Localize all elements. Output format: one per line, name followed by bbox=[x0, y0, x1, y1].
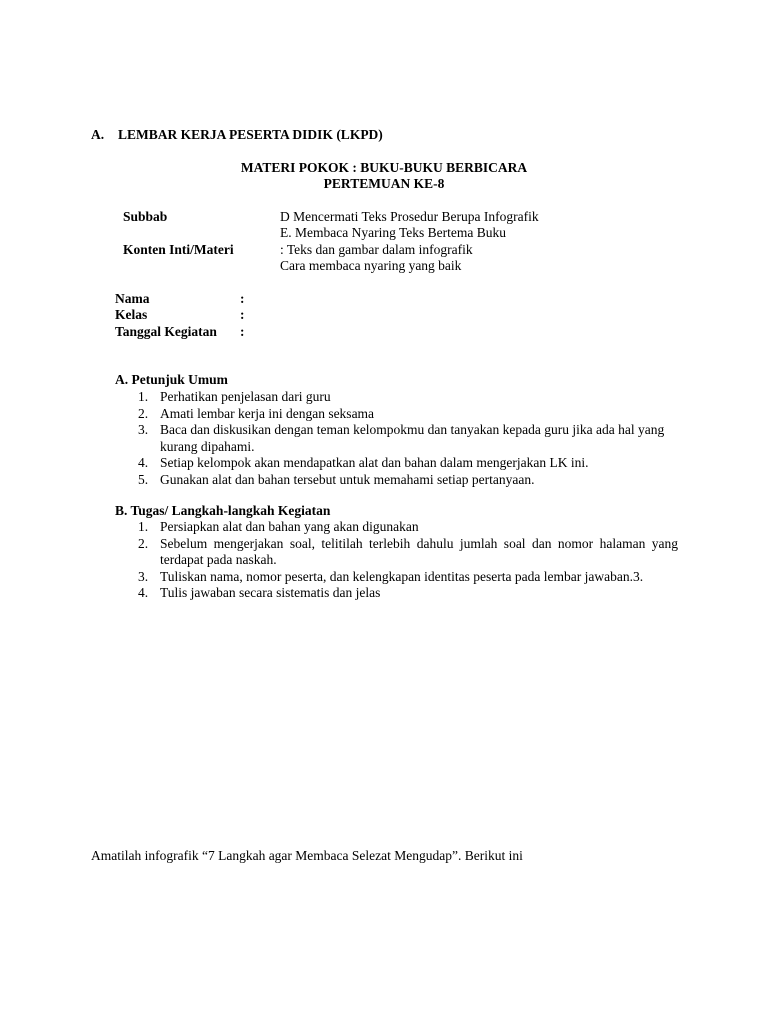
pertemuan-heading: PERTEMUAN KE-8 bbox=[323, 176, 445, 191]
list-text: Persiapkan alat dan bahan yang akan digunakan bbox=[160, 519, 419, 534]
subbab-value-2: E. Membaca Nyaring Teks Bertema Buku bbox=[280, 225, 506, 240]
konten-value-1: : Teks dan gambar dalam infografik bbox=[280, 242, 473, 257]
list-number: 3. bbox=[138, 422, 149, 437]
list-number: 3. bbox=[138, 568, 149, 584]
list-number: 2. bbox=[138, 535, 149, 551]
list-number: 2. bbox=[138, 405, 149, 421]
petunjuk-heading: A. Petunjuk Umum bbox=[115, 372, 228, 387]
list-item bbox=[138, 519, 678, 536]
list-text: Tulis jawaban secara sistematis dan jelas bbox=[160, 585, 381, 600]
list-text: Gunakan alat dan bahan tersebut untuk memahami setiap pertanyaan. bbox=[160, 471, 535, 487]
subbab-label: Subbab bbox=[123, 209, 168, 224]
list-item bbox=[138, 422, 678, 455]
subbab-value-1: D Mencermati Teks Prosedur Berupa Infografik bbox=[280, 209, 539, 224]
list-text: Amati lembar kerja ini dengan seksama bbox=[160, 405, 375, 421]
petunjuk-list bbox=[138, 389, 678, 488]
list-number: 1. bbox=[138, 519, 149, 534]
section-marker: A. bbox=[91, 127, 105, 142]
kelas-colon: : bbox=[240, 307, 245, 322]
list-number: 5. bbox=[138, 471, 149, 487]
list-number: 4. bbox=[138, 585, 149, 600]
list-text: Tuliskan nama, nomor peserta, dan kelengkapan identitas peserta pada lembar jawaban.3. bbox=[160, 568, 644, 584]
kelas-label: Kelas bbox=[115, 307, 148, 322]
list-item bbox=[138, 455, 678, 472]
infografik-instruction: Amatilah infografik “7 Langkah agar Membaca Selezat Mengudap”. Berikut ini bbox=[91, 848, 523, 863]
tugas-list bbox=[138, 519, 678, 602]
list-item bbox=[138, 389, 678, 406]
list-text: Setiap kelompok akan mendapatkan alat dan bahan dalam mengerjakan LK ini. bbox=[160, 455, 589, 470]
list-number: 1. bbox=[138, 389, 149, 404]
materi-pokok-heading: MATERI POKOK : BUKU-BUKU BERBICARA bbox=[240, 160, 528, 175]
tanggal-label: Tanggal Kegiatan bbox=[115, 324, 217, 339]
list-text: Sebelum mengerjakan soal, telitilah terlebih dahulu jumlah soal dan nomor halaman yang terdapat pada naskah. bbox=[160, 535, 678, 567]
tanggal-colon: : bbox=[240, 324, 245, 339]
list-item bbox=[138, 536, 678, 569]
document-title: LEMBAR KERJA PESERTA DIDIK (LKPD) bbox=[118, 127, 383, 142]
konten-value-2: Cara membaca nyaring yang baik bbox=[280, 258, 462, 273]
tugas-heading: B. Tugas/ Langkah-langkah Kegiatan bbox=[115, 503, 331, 518]
nama-label: Nama bbox=[115, 291, 150, 306]
nama-colon: : bbox=[240, 291, 245, 306]
list-text: Baca dan diskusikan dengan teman kelompokmu dan tanyakan kepada guru jika ada hal yang kurang dipahami. bbox=[160, 422, 665, 454]
konten-label: Konten Inti/Materi bbox=[123, 242, 234, 257]
list-item bbox=[138, 569, 678, 586]
list-item bbox=[138, 472, 678, 489]
list-item bbox=[138, 406, 678, 423]
list-number: 4. bbox=[138, 455, 149, 470]
list-item bbox=[138, 585, 678, 602]
list-text: Perhatikan penjelasan dari guru bbox=[160, 389, 331, 404]
